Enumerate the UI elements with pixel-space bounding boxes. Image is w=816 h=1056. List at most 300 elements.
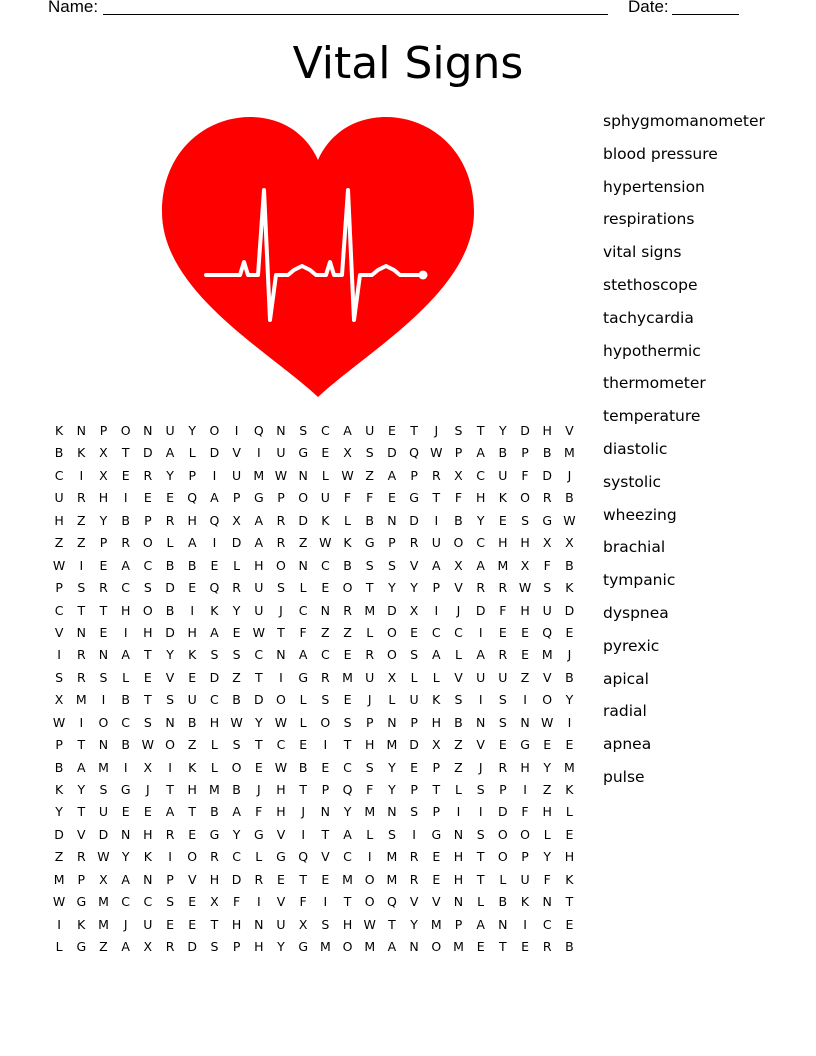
grid-letter: F <box>232 894 241 910</box>
grid-letter: G <box>253 490 264 506</box>
grid-letter: J <box>301 804 305 820</box>
grid-letter: J <box>146 782 150 797</box>
page-title: Vital Signs <box>292 38 524 89</box>
grid-letter: I <box>57 916 61 932</box>
grid-letter: E <box>166 490 174 506</box>
grid-letter: C <box>121 714 131 730</box>
grid-letter: B <box>365 512 374 528</box>
grid-letter: W <box>563 512 576 528</box>
grid-letter: R <box>409 871 419 887</box>
grid-letter: Z <box>542 782 552 797</box>
grid-letter: T <box>476 871 485 887</box>
grid-letter: E <box>343 647 352 663</box>
grid-letter: X <box>431 737 441 753</box>
grid-letter: A <box>254 512 264 528</box>
word-list-item: dyspnea <box>603 603 669 622</box>
grid-letter: Y <box>410 916 418 932</box>
grid-letter: F <box>255 804 263 820</box>
grid-letter: T <box>432 490 441 506</box>
grid-letter: S <box>543 580 552 596</box>
grid-letter: W <box>97 849 110 865</box>
grid-letter: N <box>76 624 86 640</box>
grid-letter: A <box>77 759 86 775</box>
grid-letter: R <box>76 647 86 663</box>
grid-letter: P <box>99 423 108 438</box>
grid-letter: P <box>365 714 374 730</box>
grid-letter: S <box>99 669 108 685</box>
grid-letter: O <box>342 580 353 596</box>
word-list-item: respirations <box>603 210 695 229</box>
grid-letter: A <box>387 467 397 483</box>
grid-letter: C <box>343 759 352 775</box>
grid-letter: M <box>98 894 109 910</box>
grid-letter: L <box>432 669 440 685</box>
grid-letter: H <box>520 759 530 775</box>
grid-letter: E <box>387 423 396 438</box>
name-blank-line <box>103 0 608 15</box>
grid-letter: K <box>432 692 441 708</box>
worksheet-header <box>48 0 768 20</box>
grid-letter: E <box>343 692 352 708</box>
grid-letter: P <box>410 467 418 483</box>
grid-letter: E <box>521 624 529 640</box>
grid-letter: T <box>299 782 307 797</box>
grid-letter: Y <box>188 423 197 438</box>
grid-letter: I <box>123 759 128 775</box>
grid-letter: U <box>276 916 286 932</box>
grid-letter: S <box>521 512 529 528</box>
grid-letter: E <box>321 445 330 461</box>
grid-letter: N <box>298 467 308 483</box>
grid-letter: Y <box>121 849 130 865</box>
grid-letter: K <box>565 782 574 797</box>
grid-letter: S <box>498 692 507 708</box>
grid-letter: M <box>209 782 220 797</box>
grid-letter: R <box>343 602 352 618</box>
grid-letter: O <box>231 759 242 775</box>
grid-letter: W <box>341 467 354 483</box>
grid-letter: A <box>298 647 308 663</box>
grid-letter: L <box>366 624 374 640</box>
word-list-item: diastolic <box>603 439 668 458</box>
grid-letter: T <box>144 692 152 708</box>
word-list-item: stethoscope <box>603 275 698 294</box>
grid-letter: R <box>498 580 508 596</box>
grid-letter: L <box>166 535 174 551</box>
word-list-item: apical <box>603 669 649 688</box>
grid-letter: C <box>320 423 330 438</box>
grid-letter: D <box>409 512 419 528</box>
grid-letter: E <box>521 939 529 955</box>
grid-letter: I <box>523 692 527 708</box>
grid-letter: N <box>453 826 464 842</box>
grid-letter: Y <box>166 647 174 663</box>
grid-letter: S <box>454 692 463 708</box>
grid-letter: W <box>230 714 243 730</box>
grid-letter: S <box>166 692 174 708</box>
grid-letter: U <box>542 602 552 618</box>
grid-letter: N <box>542 894 552 910</box>
grid-letter: X <box>454 557 463 573</box>
grid-letter: T <box>277 624 285 640</box>
grid-letter: Y <box>499 423 507 438</box>
grid-letter: H <box>498 535 508 551</box>
grid-letter: W <box>518 580 532 596</box>
grid-letter: R <box>165 826 175 842</box>
grid-letter: J <box>279 602 283 618</box>
grid-letter: E <box>188 894 197 910</box>
grid-letter: A <box>343 423 352 438</box>
grid-letter: S <box>343 714 352 730</box>
grid-letter: E <box>565 737 574 753</box>
grid-letter: N <box>409 939 419 955</box>
grid-letter: Z <box>298 535 308 551</box>
grid-letter: I <box>323 737 328 753</box>
grid-letter: G <box>298 939 308 955</box>
grid-letter: U <box>276 445 286 461</box>
grid-letter: N <box>143 423 153 438</box>
grid-letter: S <box>410 804 419 820</box>
grid-letter: U <box>520 871 530 887</box>
grid-letter: O <box>520 490 530 506</box>
grid-letter: N <box>453 894 464 910</box>
grid-letter: E <box>254 759 263 775</box>
grid-letter: A <box>343 826 352 842</box>
grid-letter: P <box>277 490 285 506</box>
grid-letter: B <box>121 692 130 708</box>
grid-letter: Z <box>54 849 64 865</box>
grid-letter: L <box>454 647 462 663</box>
grid-letter: U <box>498 669 508 685</box>
grid-letter: V <box>165 669 175 685</box>
grid-letter: O <box>298 490 309 506</box>
grid-letter: I <box>256 445 261 461</box>
grid-letter: X <box>520 557 530 573</box>
grid-letter: E <box>565 916 574 932</box>
grid-letter: U <box>254 602 264 618</box>
grid-letter: Y <box>277 939 285 955</box>
grid-letter: D <box>143 445 153 461</box>
grid-letter: U <box>143 916 153 932</box>
grid-letter: I <box>234 423 239 438</box>
grid-letter: L <box>366 826 374 842</box>
grid-letter: C <box>431 624 441 640</box>
grid-letter: C <box>210 692 219 708</box>
grid-letter: W <box>252 624 265 640</box>
grid-letter: T <box>254 737 263 753</box>
grid-letter: M <box>53 871 65 887</box>
grid-letter: C <box>143 557 153 573</box>
grid-letter: L <box>344 512 352 528</box>
grid-letter: E <box>432 871 441 887</box>
grid-letter: J <box>434 423 439 438</box>
grid-letter: W <box>541 714 554 730</box>
grid-letter: G <box>542 512 553 528</box>
word-list-item: vital signs <box>603 243 682 262</box>
grid-letter: B <box>498 445 508 461</box>
grid-letter: F <box>366 490 374 506</box>
grid-letter: A <box>254 535 264 551</box>
word-list-item: blood pressure <box>603 144 718 163</box>
grid-letter: H <box>187 624 197 640</box>
grid-letter: L <box>233 557 241 573</box>
grid-letter: B <box>187 714 197 730</box>
grid-letter: B <box>542 445 552 461</box>
grid-letter: I <box>168 759 172 775</box>
grid-letter: D <box>98 826 109 842</box>
grid-letter: I <box>168 849 172 865</box>
word-list-item: apnea <box>603 735 652 754</box>
grid-letter: C <box>232 849 241 865</box>
grid-letter: L <box>210 737 218 753</box>
grid-letter: Z <box>520 669 530 685</box>
grid-letter: O <box>386 624 397 640</box>
grid-letter: P <box>55 580 63 596</box>
grid-letter: H <box>453 871 464 887</box>
grid-letter: J <box>123 916 128 932</box>
grid-letter: E <box>321 580 330 596</box>
grid-letter: V <box>409 557 419 573</box>
grid-letter: J <box>256 782 261 797</box>
grid-letter: G <box>209 826 220 842</box>
grid-letter: S <box>454 423 463 438</box>
grid-letter: G <box>76 939 87 955</box>
grid-letter: Y <box>476 512 485 528</box>
grid-letter: L <box>55 939 63 955</box>
grid-letter: E <box>476 939 485 955</box>
grid-letter: L <box>299 692 307 708</box>
grid-letter: A <box>121 871 130 887</box>
grid-letter: H <box>365 737 375 753</box>
grid-letter: V <box>565 423 574 438</box>
grid-letter: Y <box>543 759 552 775</box>
word-list-item: pyrexic <box>603 636 660 655</box>
grid-letter: B <box>165 602 175 618</box>
grid-letter: X <box>99 445 108 461</box>
grid-letter: P <box>432 804 441 820</box>
grid-letter: T <box>565 894 574 910</box>
grid-letter: N <box>387 714 397 730</box>
word-list-item: systolic <box>603 472 662 491</box>
grid-letter: R <box>276 512 286 528</box>
grid-letter: Z <box>343 624 352 640</box>
grid-letter: L <box>499 871 507 887</box>
grid-letter: N <box>320 602 331 618</box>
grid-letter: Z <box>54 535 64 551</box>
grid-letter: O <box>320 714 331 730</box>
grid-letter: U <box>254 580 264 596</box>
word-list-item: hypertension <box>603 177 705 196</box>
grid-letter: Y <box>232 602 241 618</box>
grid-letter: A <box>121 557 130 573</box>
grid-letter: A <box>165 804 175 820</box>
grid-letter: X <box>143 939 153 955</box>
grid-letter: X <box>99 467 108 483</box>
grid-letter: B <box>165 557 175 573</box>
grid-letter: N <box>387 512 397 528</box>
grid-letter: I <box>256 894 261 910</box>
grid-letter: N <box>143 871 153 887</box>
grid-letter: O <box>187 849 198 865</box>
grid-letter: E <box>188 669 197 685</box>
grid-letter: H <box>54 512 64 528</box>
grid-letter: M <box>319 939 331 955</box>
grid-letter: H <box>254 939 264 955</box>
grid-letter: H <box>520 602 530 618</box>
grid-letter: Y <box>343 804 352 820</box>
grid-letter: E <box>387 490 396 506</box>
date-label: Date: <box>628 0 669 16</box>
grid-letter: O <box>98 714 109 730</box>
grid-letter: C <box>343 849 352 865</box>
grid-letter: R <box>76 849 86 865</box>
grid-letter: O <box>276 692 286 708</box>
grid-letter: B <box>187 557 197 573</box>
grid-letter: E <box>498 512 507 528</box>
grid-letter: W <box>52 714 66 730</box>
grid-letter: E <box>299 737 308 753</box>
grid-letter: P <box>321 782 330 797</box>
grid-letter: B <box>121 737 130 753</box>
grid-letter: C <box>542 916 552 932</box>
grid-letter: O <box>497 826 508 842</box>
grid-letter: M <box>98 916 109 932</box>
grid-letter: S <box>410 647 419 663</box>
grid-letter: I <box>456 804 461 820</box>
grid-letter: Y <box>166 467 174 483</box>
grid-letter: R <box>165 939 175 955</box>
grid-letter: O <box>142 602 153 618</box>
grid-letter: A <box>476 916 485 932</box>
grid-letter: Q <box>209 580 220 596</box>
grid-letter: C <box>476 467 486 483</box>
grid-letter: P <box>166 871 174 887</box>
grid-letter: P <box>432 580 441 596</box>
grid-letter: U <box>187 692 197 708</box>
grid-letter: O <box>497 849 508 865</box>
grid-letter: E <box>188 916 197 932</box>
word-search-grid <box>48 420 588 959</box>
grid-letter: J <box>567 467 572 483</box>
grid-letter: W <box>319 535 332 551</box>
grid-letter: G <box>409 490 419 506</box>
grid-letter: L <box>210 759 218 775</box>
grid-letter: B <box>298 759 308 775</box>
grid-letter: K <box>498 490 507 506</box>
grid-letter: W <box>363 916 376 932</box>
grid-letter: R <box>476 580 485 596</box>
grid-letter: K <box>210 602 219 618</box>
grid-letter: N <box>120 826 131 842</box>
grid-letter: M <box>453 939 464 955</box>
grid-letter: Z <box>365 467 374 483</box>
grid-letter: K <box>143 849 152 865</box>
grid-letter: E <box>143 490 152 506</box>
grid-letter: H <box>143 624 153 640</box>
grid-letter: L <box>543 826 551 842</box>
grid-letter: M <box>75 692 87 708</box>
grid-letter: Y <box>99 512 108 528</box>
grid-letter: V <box>409 894 419 910</box>
grid-letter: K <box>343 535 352 551</box>
grid-letter: N <box>254 916 264 932</box>
grid-letter: F <box>454 490 463 506</box>
grid-letter: H <box>276 804 286 820</box>
grid-letter: I <box>301 826 305 842</box>
grid-letter: R <box>210 849 219 865</box>
grid-letter: Z <box>454 759 463 775</box>
grid-letter: S <box>277 580 285 596</box>
grid-letter: V <box>454 669 463 685</box>
grid-letter: I <box>323 894 328 910</box>
grid-letter: N <box>520 714 530 730</box>
grid-letter: T <box>365 580 374 596</box>
grid-letter: M <box>364 602 376 618</box>
grid-letter: X <box>409 602 419 618</box>
grid-letter: E <box>321 759 330 775</box>
word-list-item: wheezing <box>603 505 677 524</box>
grid-letter: G <box>364 535 375 551</box>
grid-letter: R <box>232 580 241 596</box>
grid-letter: T <box>343 894 352 910</box>
grid-letter: L <box>410 669 418 685</box>
grid-letter: X <box>343 445 352 461</box>
grid-letter: R <box>143 467 153 483</box>
grid-letter: U <box>409 692 419 708</box>
grid-letter: F <box>521 804 529 820</box>
grid-letter: C <box>476 535 486 551</box>
grid-letter: O <box>453 535 464 551</box>
heart-shape <box>162 117 474 397</box>
grid-letter: O <box>120 423 131 438</box>
grid-letter: Z <box>76 535 86 551</box>
grid-letter: Z <box>232 669 241 685</box>
grid-letter: W <box>274 714 288 730</box>
grid-letter: B <box>565 490 574 506</box>
grid-letter: P <box>232 939 241 955</box>
grid-letter: Y <box>232 826 241 842</box>
grid-letter: C <box>320 557 330 573</box>
grid-letter: Z <box>454 737 463 753</box>
grid-letter: T <box>254 669 263 685</box>
grid-letter: F <box>343 490 352 506</box>
grid-letter: D <box>231 535 242 551</box>
grid-letter: S <box>210 647 219 663</box>
grid-letter: N <box>475 714 486 730</box>
grid-letter: I <box>79 557 84 573</box>
grid-letter: S <box>55 669 64 685</box>
grid-letter: X <box>454 467 463 483</box>
grid-letter: E <box>210 557 219 573</box>
grid-letter: D <box>253 692 264 708</box>
grid-letter: H <box>187 782 197 797</box>
grid-letter: T <box>77 602 86 618</box>
grid-letter: P <box>410 714 418 730</box>
grid-letter: H <box>187 512 197 528</box>
grid-letter: M <box>564 445 575 461</box>
grid-letter: I <box>523 916 527 932</box>
grid-letter: B <box>565 669 574 685</box>
grid-letter: O <box>364 871 375 887</box>
heart-graphic <box>160 112 476 402</box>
grid-letter: I <box>79 714 84 730</box>
grid-letter: F <box>543 871 551 887</box>
grid-letter: W <box>52 557 66 573</box>
grid-letter: D <box>209 669 220 685</box>
grid-letter: Y <box>77 782 86 797</box>
grid-letter: S <box>77 580 86 596</box>
grid-letter: I <box>434 512 439 528</box>
